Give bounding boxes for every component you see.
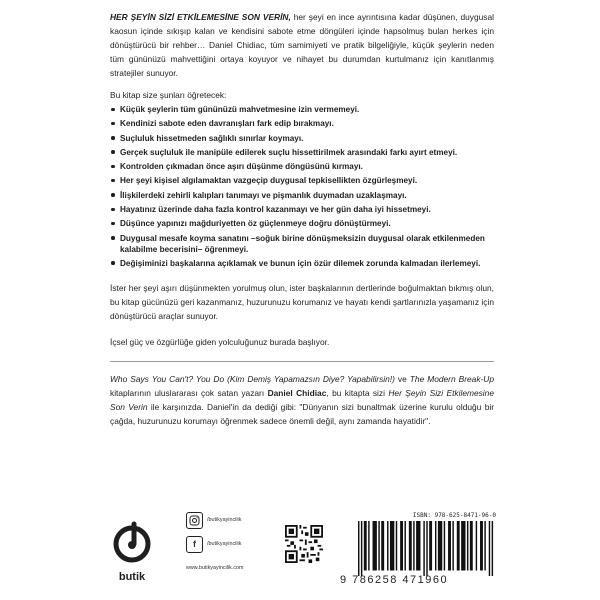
- list-item: Kendinizi sabote eden davranışları fark edip bırakmayı.: [110, 118, 494, 129]
- author-text: kitaplarının uluslararası çok satan yazarı: [110, 387, 268, 398]
- instagram-handle[interactable]: /butikyayincilik: [207, 517, 242, 523]
- list-item: İlişkilerdeki zehirli kalıpları tanımayı ve pişmanlık duymadan uzaklaşmayı.: [110, 190, 494, 201]
- list-item: Gerçek suçluluk ile manipüle edilerek suçlu hissettirilmek arasındaki farkı ayırt etmeyi.: [110, 147, 494, 158]
- book-title-lead: HER ŞEYİN SİZİ ETKİLEMESİNE SON VERİN,: [110, 12, 291, 22]
- publisher-social: [186, 510, 244, 582]
- publisher-logo: [110, 520, 154, 583]
- intro-text: her şeyi en ince ayrıntısına kadar düşünen, duygusal kaosun içinde sıkışıp kalan ve kendisini sabote etme döngüleri içinde hapsolmuş bulan herkes için dönüştürücü bir rehber… Daniel Chidiac, tüm samimiyeti ve pratik bilgeliğiyle, küçük şeylerin neden tüm gününüzü mahvettiğini ortaya koyuyor ve nihayet bu durumdan kurtulmanız için kanıtlanmış stratejiler sunuyor.: [110, 12, 494, 78]
- author-name: Daniel Chidiac: [267, 387, 327, 398]
- facebook-icon: f: [186, 536, 203, 553]
- back-cover-text: [110, 10, 494, 428]
- qr-code-icon[interactable]: [285, 525, 323, 563]
- list-item: Değişiminizi başkalarına açıklamak ve bunun için özür dilemek zorunda kalmadan ilerlemeyi.: [110, 258, 494, 269]
- book-title-2: The Modern Break-Up: [409, 373, 495, 384]
- website-row: [186, 558, 244, 578]
- isbn-number: 9 786258 471960: [340, 574, 449, 586]
- list-item: Hayatınız üzerinde daha fazla kontrol kazanmayı ve her gün daha iyi hissetmeyi.: [110, 204, 494, 215]
- author-paragraph: [110, 372, 494, 428]
- closing-line: İçsel güç ve özgürlüğe giden yolculuğunuz burada başlıyor.: [110, 336, 330, 347]
- facebook-handle[interactable]: /butikyayincilik: [207, 541, 242, 547]
- instagram-icon: [186, 512, 203, 529]
- intro-paragraph: [110, 10, 494, 80]
- author-text: , bu kitapta sizi: [326, 387, 389, 398]
- book-title-1: Who Says You Can't? You Do (Kim Demiş Yapamazsın Diye? Yapabilirsin!): [110, 373, 395, 384]
- isbn-label: ISBN: 978-625-8471-96-0: [412, 512, 496, 519]
- back-cover-footer: [110, 510, 496, 595]
- butik-logo-icon: [112, 520, 152, 564]
- publisher-logo-text: butik: [118, 571, 146, 583]
- list-item: Düşünce yapınızı mağduriyetten öz güçlenmeye doğru dönüştürmeyi.: [110, 218, 494, 229]
- author-quote: ile karşınızda. Daniel'in da dediği gibi: "Dünyanın sizi bunaltmak üzerine kurulu olduğu bir çağda, huzurunuzu korumayı öğrenmek sadece önemli değil, aynı zamanda hayatidir".: [110, 401, 495, 426]
- isbn-barcode: [340, 512, 496, 592]
- list-item: Suçluluk hissetmeden sağlıklı sınırlar koymayı.: [110, 133, 494, 144]
- list-item: Kontrolden çıkmadan önce aşırı düşünme döngüsünü kırmayı.: [110, 161, 494, 172]
- divider: [110, 361, 494, 362]
- benefits-list: [110, 104, 494, 269]
- list-item: Duygusal mesafe koyma sanatını –soğuk birine dönüşmeksizin duygusal olarak etkilenmeden kalabilme becerisini– öğrenmeyi.: [110, 233, 494, 255]
- facebook-row: [186, 534, 244, 554]
- author-text: ve: [394, 373, 410, 384]
- summary-paragraph: İster her şeyi aşırı düşünmekten yorulmuş olun, ister başkalarının dertlerinde boğulmaktan bıkmış olun, bu kitap gücünüzü geri kazanmanız, huzurunuzu korumanız ve hayatı kendi şartlarınızla yaşamanız için dönüştürücü araçlar sunuyor.: [110, 282, 494, 321]
- list-item: Küçük şeylerin tüm gününüzü mahvetmesine izin vermemeyi.: [110, 104, 494, 115]
- list-item: Her şeyi kişisel algılamaktan vazgeçip duygusal tepkisellikten özgürleşmeyi.: [110, 175, 494, 186]
- list-intro: Bu kitap size şunları öğretecek:: [110, 90, 227, 100]
- instagram-row: [186, 510, 244, 530]
- barcode-icon: [358, 521, 496, 576]
- book-title-3: Her Şeyin Sizi Etkilemesine Son Verin: [110, 387, 494, 412]
- publisher-website[interactable]: www.butikyayincilik.com: [186, 565, 244, 571]
